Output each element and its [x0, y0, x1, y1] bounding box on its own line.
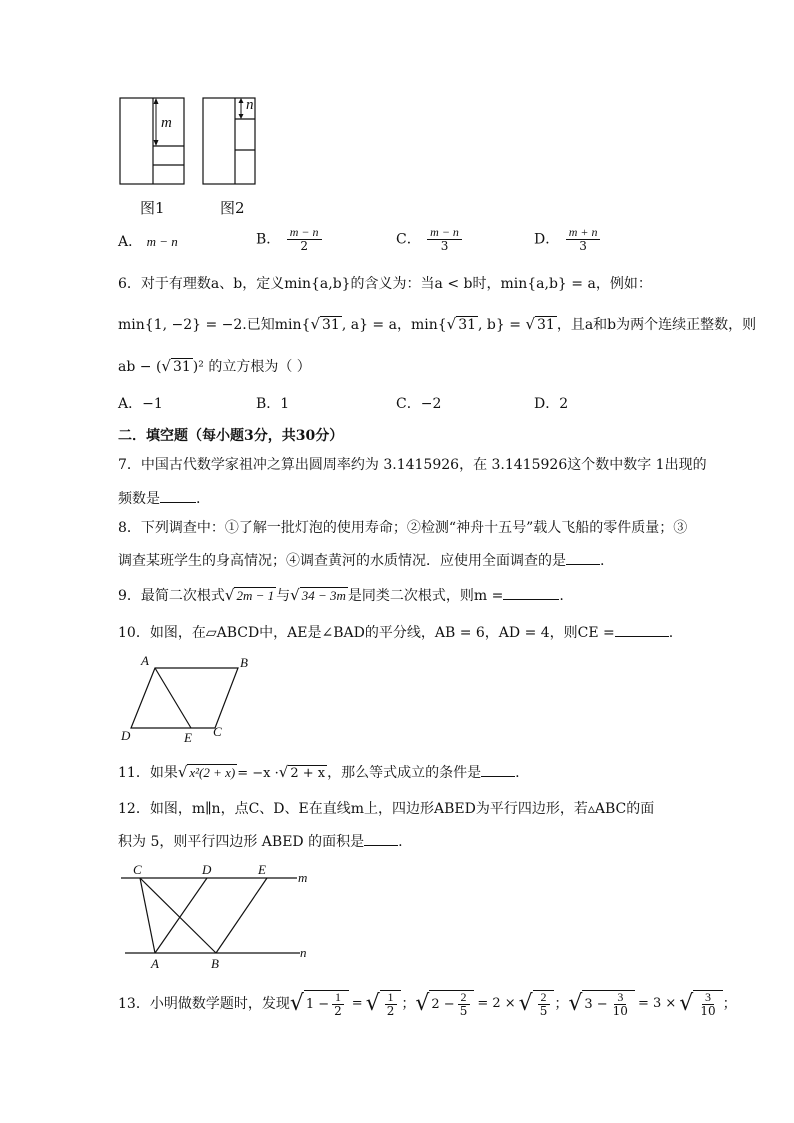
- radical-sign: √: [518, 991, 533, 1016]
- radicand: [304, 990, 349, 1018]
- radical-sign: √: [289, 991, 304, 1016]
- text: = −x ·: [237, 766, 279, 781]
- radicand: 31: [322, 317, 340, 333]
- text: 10．如图，在▱ABCD中，AE是∠BAD的平分线，AB = 6，AD = 4，则CE =: [118, 625, 615, 641]
- text: = 3 ×: [637, 996, 677, 1011]
- point-a-label: A: [141, 653, 149, 668]
- fraction: [287, 226, 322, 253]
- answer-blank[interactable]: [160, 488, 196, 503]
- text: min{1, −2} = −2.已知min{: [118, 317, 311, 333]
- q9: [118, 585, 564, 606]
- numerator: m − n: [287, 226, 322, 240]
- radical-sign: √: [224, 586, 235, 604]
- text: =: [351, 996, 363, 1011]
- figure-1-caption: 图1: [140, 199, 165, 217]
- radical-sign: √: [278, 763, 289, 781]
- radicand: 31: [172, 359, 191, 375]
- text: 13．小明做数学题时，发现: [118, 996, 290, 1012]
- radicand: 2 + x: [290, 766, 326, 781]
- period: .: [600, 553, 605, 569]
- figure-1-2: [110, 90, 280, 225]
- answer-blank[interactable]: [615, 622, 669, 637]
- numerator: 3: [702, 991, 714, 1005]
- period: .: [668, 625, 674, 641]
- period: .: [559, 588, 564, 604]
- denominator: 2: [334, 1004, 342, 1018]
- denominator: 10: [700, 1004, 716, 1018]
- q12-line-2: [118, 831, 403, 852]
- text: 频数是: [118, 491, 160, 507]
- numerator: 2: [458, 991, 470, 1005]
- separator: ；: [554, 996, 569, 1012]
- point-d-label: D: [202, 862, 212, 877]
- radicand: [582, 990, 635, 1018]
- radicand: 34 − 3m: [301, 588, 346, 603]
- point-e-label: E: [258, 862, 266, 877]
- text: )² 的立方根为（ ）: [192, 359, 311, 375]
- denominator: 2: [300, 239, 308, 253]
- fraction: [537, 991, 551, 1018]
- radicand: [429, 990, 474, 1018]
- answer-blank[interactable]: [364, 831, 398, 846]
- point-c-label: C: [133, 862, 142, 877]
- text: 11．如果: [118, 765, 178, 781]
- q6-option-a: A．−1: [118, 396, 163, 412]
- radicand: 31: [458, 317, 477, 333]
- option-label: B．: [256, 231, 281, 248]
- radical-sign: √: [290, 586, 300, 604]
- point-b-label: B: [211, 956, 219, 971]
- numerator: 2: [538, 991, 550, 1005]
- q13: [118, 990, 737, 1018]
- text: 9．最简二次根式: [118, 588, 225, 604]
- q6-line-3: [118, 356, 311, 377]
- q6-line-1: 6．对于有理数a、b，定义min{a,b}的含义为：当a < b时，min{a,b} = a，例如：: [118, 276, 652, 292]
- numerator: 1: [332, 991, 344, 1005]
- line-m-label: m: [298, 870, 308, 885]
- fraction: [331, 991, 345, 1018]
- radicand: 31: [537, 317, 555, 333]
- text: ，且a和b为两个连续正整数，则: [556, 317, 757, 333]
- text: 3 −: [584, 996, 608, 1012]
- q5-option-c: [396, 226, 464, 253]
- text: ，那么等式成立的条件是: [327, 765, 482, 781]
- denominator: 5: [459, 1004, 468, 1018]
- point-e-label: E: [184, 730, 192, 745]
- radicand: 2m − 1: [236, 588, 275, 603]
- line-n-label: n: [300, 945, 307, 960]
- separator: ；: [401, 996, 416, 1012]
- radicand: [380, 990, 402, 1018]
- denominator: 3: [440, 239, 449, 253]
- point-a-label: A: [151, 956, 159, 971]
- radical-sign: √: [365, 991, 380, 1016]
- text: = 2 ×: [477, 996, 516, 1011]
- q6-option-b: B．1: [256, 396, 290, 412]
- option-label: D．: [534, 231, 560, 248]
- numerator: m − n: [427, 226, 462, 240]
- radical-sign: √: [679, 991, 694, 1016]
- text: , b} =: [478, 317, 526, 333]
- q7-line-2: [118, 488, 200, 509]
- denominator: 5: [539, 1004, 548, 1018]
- text: 2 −: [431, 996, 455, 1012]
- radical-sign: √: [310, 315, 320, 333]
- q6-option-d: D．2: [534, 396, 569, 412]
- fraction: [457, 991, 471, 1018]
- radical-sign: √: [161, 357, 171, 375]
- period: .: [196, 491, 201, 507]
- fraction: [610, 991, 631, 1018]
- denominator: 3: [579, 239, 587, 253]
- fig1-m-label: m: [161, 115, 172, 131]
- period: .: [398, 834, 403, 850]
- numerator: m + n: [566, 226, 601, 240]
- q5-option-d: [534, 226, 602, 253]
- numerator: 1: [385, 991, 397, 1005]
- point-b-label: B: [240, 655, 248, 670]
- answer-blank[interactable]: [566, 550, 600, 565]
- radical-sign: √: [177, 763, 188, 781]
- radical-sign: √: [446, 315, 457, 333]
- point-c-label: C: [213, 724, 222, 739]
- radicand: [533, 990, 555, 1018]
- q10: [118, 622, 673, 643]
- q7-line-1: 7．中国古代数学家祖冲之算出圆周率约为 3.1415926，在 3.1415926这个数中数字 1出现的: [118, 457, 707, 473]
- text: 积为 5，则平行四边形 ABED 的面积是: [118, 834, 365, 850]
- point-d-label: D: [121, 728, 131, 743]
- radicand: x²(2 + x): [189, 765, 236, 780]
- figure-2-caption: 图2: [220, 199, 245, 217]
- fraction: [566, 226, 601, 253]
- separator: ；: [722, 996, 737, 1012]
- text: , a} = a，min{: [341, 317, 447, 333]
- q11: [118, 762, 520, 784]
- denominator: 2: [386, 1004, 395, 1018]
- option-label: C．: [396, 231, 421, 248]
- fraction: [697, 991, 718, 1018]
- fraction: [427, 226, 462, 253]
- text: 调查某班学生的身高情况；④调查黄河的水质情况．应使用全面调查的是: [118, 553, 566, 569]
- text: 与: [276, 588, 291, 604]
- fraction: [384, 991, 398, 1018]
- radical-sign: √: [415, 991, 430, 1016]
- answer-blank[interactable]: [503, 585, 559, 600]
- section-2-heading: 二．填空题（每小题3分，共30分）: [118, 428, 344, 444]
- figure-1: [120, 98, 184, 184]
- text: ab − (: [118, 359, 162, 375]
- option-value: m − n: [146, 234, 178, 249]
- numerator: 3: [614, 991, 626, 1005]
- denominator: 10: [612, 1004, 628, 1018]
- radical-sign: √: [525, 315, 535, 333]
- period: .: [515, 765, 520, 781]
- q5-option-a: [118, 232, 178, 252]
- q8-line-1: 8．下列调查中：①了解一批灯泡的使用寿命；②检测“神舟十五号”载人飞船的零件质量；③: [118, 520, 688, 536]
- radicand: [693, 990, 722, 1018]
- option-label: A．: [118, 234, 143, 250]
- fig2-n-label: n: [246, 97, 254, 113]
- q6-option-c: C．−2: [396, 396, 442, 412]
- q6-line-2: [118, 314, 756, 335]
- q12-line-1: 12．如图，m∥n，点C、D、E在直线m上，四边形ABED为平行四边形，若▵ABC的面: [118, 801, 655, 817]
- radical-sign: √: [568, 991, 583, 1016]
- parallel-lines-figure: [115, 860, 315, 970]
- answer-blank[interactable]: [481, 762, 515, 777]
- q5-option-b: [256, 226, 324, 253]
- text: 1 −: [305, 996, 330, 1012]
- q8-line-2: [118, 550, 604, 571]
- text: 是同类二次根式，则m =: [347, 588, 504, 604]
